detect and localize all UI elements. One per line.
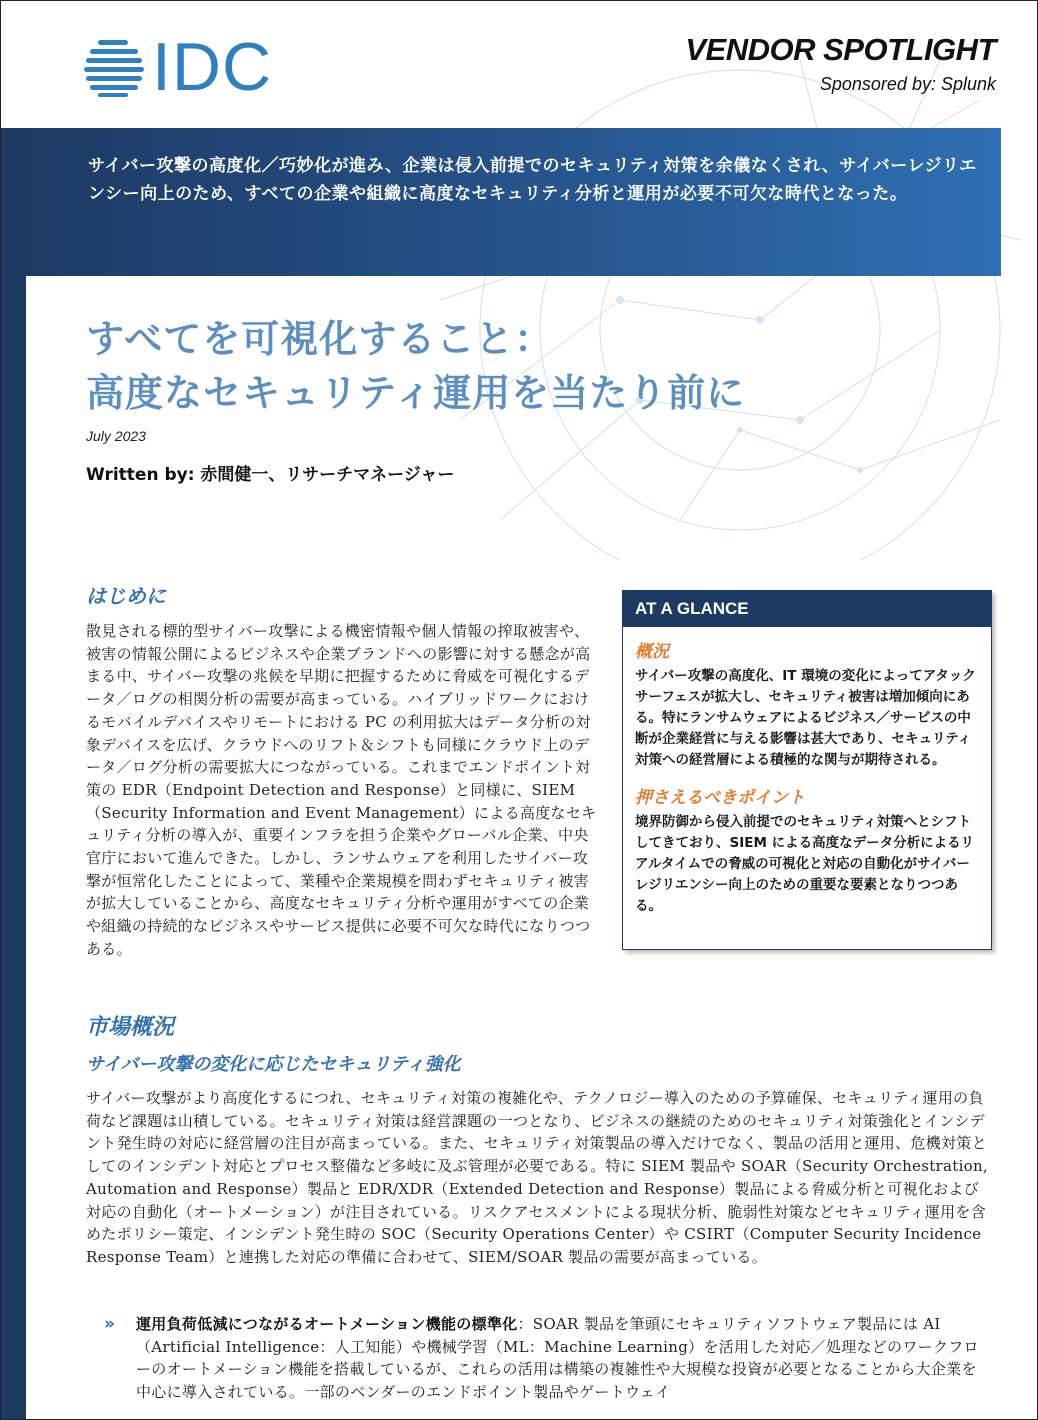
spotlight-title: VENDOR SPOTLIGHT bbox=[685, 32, 996, 67]
bullet-item bbox=[136, 1313, 992, 1404]
left-accent-bar bbox=[1, 128, 26, 1419]
glance-overview-text: サイバー攻撃の高度化、IT 環境の変化によってアタックサーフェスが拡大し、セキュリティ被害は増加傾向にある。特にランサムウェアによるビジネス／サービスの中断が企業経営に与える影響は甚大であり、セキュリティ対策への経営層による積極的な関与が期待される。 bbox=[635, 668, 976, 768]
glance-heading: AT A GLANCE bbox=[623, 591, 991, 627]
author-line: Written by: 赤間健一、リサーチマネージャー bbox=[86, 465, 455, 485]
glance-points-text: 境界防御から侵入前提でのセキュリティ対策へとシフトしてきており、SIEM による高度なデータ分析によるリアルタイムでの脅威の可視化と対応の自動化がサイバーレジリエンシー向上のための重要な要素となりつつある。 bbox=[635, 814, 975, 914]
banner-text: サイバー攻撃の高度化／巧妙化が進み、企業は侵入前提でのセキュリティ対策を余儀なくされ、サイバーレジリエンシー向上のため、すべての企業や組織に高度なセキュリティ分析と運用が必要不可欠な時代となった。 bbox=[88, 156, 977, 204]
market-body: サイバー攻撃がより高度化するにつれ、セキュリティ対策の複雑化や、テクノロジー導入のための予算確保、セキュリティ運用の負荷など課題は山積している。セキュリティ対策は経営課題の一つとなり、ビジネスの継続のためのセキュリティ対策強化とインシデント発生時の対応に経営層の注目が高まっている。また、セキュリティ対策製品の導入だけでなく、製品の活用と運用、危機対策としてのインシデント対応とプロセス整備など多岐に及ぶ管理が必要である。特に SIEM 製品や SOAR（Security Orchestration, Automation and Response）製品と EDR/XDR（Extended Detection and Response）製品による脅威分析と可視化および対応の自動化（オートメーション）が注目されている。リスクアセスメントによる現状分析、脆弱性対策などセキュリティ運用を含めたポリシー策定、インシデント発生時の SOC（Security Operations Center）や CSIRT（Computer Security Incidence Response Team）と連携した対応の準備に合わせて、SIEM/SOAR 製品の需要が高まっている。 bbox=[86, 1089, 989, 1266]
idc-globe-icon bbox=[84, 36, 144, 98]
glance-subheading-points: 押さえるべきポイント bbox=[635, 788, 805, 808]
at-a-glance-box bbox=[622, 590, 992, 950]
vendor-spotlight-header bbox=[685, 32, 996, 95]
market-heading: 市場概況 bbox=[86, 1015, 175, 1040]
bullet-marker: » bbox=[104, 1314, 115, 1334]
logo-text: IDC bbox=[152, 29, 273, 105]
bullet-title: 運用負荷低減につながるオートメーション機能の標準化 bbox=[136, 1315, 518, 1333]
intro-body: 散見される標的型サイバー攻撃による機密情報や個人情報の搾取被害や、被害の情報公開によるビジネスや企業ブランドへの影響に対する懸念が高まる中、サイバー攻撃の兆候を早期に把握するために脅威を可視化するデータ／ログの相関分析の需要が高まっている。ハイブリッドワークにおけるモバイルデバイスやリモートにおける PC の利用拡大はデータ分析の対象デバイスを広げ、クラウドへのリフト＆シフトも同様にクラウド上のデータ／ログ分析の需要拡大につながっている。これまでエンドポイント対策の EDR（Endpoint Detection and Response）と同様に、SIEM（Security Information and Event Management）による高度なセキュリティ分析の導入が、重要インフラを担う企業やグローバル企業、中央官庁において進んできた。しかし、ランサムウェアを利用したサイバー攻撃が恒常化したことによって、業種や企業規模を問わずセキュリティ被害が拡大していることから、高度なセキュリティ分析や運用がすべての企業や組織の持続的なビジネスやサービス提供に必要不可欠な時代になりつつある。 bbox=[86, 622, 597, 958]
glance-subheading-overview: 概況 bbox=[635, 642, 669, 662]
idc-logo bbox=[84, 29, 284, 105]
market-subheading: サイバー攻撃の変化に応じたセキュリティ強化 bbox=[86, 1054, 461, 1075]
title-line-2: 高度なセキュリティ運用を当たり前に bbox=[86, 371, 746, 415]
publication-date: July 2023 bbox=[86, 428, 146, 444]
sponsor-line: Sponsored by: Splunk bbox=[819, 74, 996, 94]
bullet-body: ：SOAR 製品を筆頭にセキュリティソフトウェア製品には AI（Artificial Intelligence：人工知能）や機械学習（ML：Machine Learning）を活用した対応／処理などのワークフローのオートメーション機能を搭載しているが、これらの活用は構築の複雑性や大規模な投資が必要となることから大企業を中心に導入されている。一部のベンダーのエンドポイント製品やゲートウェイ bbox=[136, 1315, 979, 1402]
title-line-1: すべてを可視化すること： bbox=[86, 317, 554, 361]
page-title bbox=[86, 312, 966, 420]
intro-heading: はじめに bbox=[86, 584, 166, 608]
